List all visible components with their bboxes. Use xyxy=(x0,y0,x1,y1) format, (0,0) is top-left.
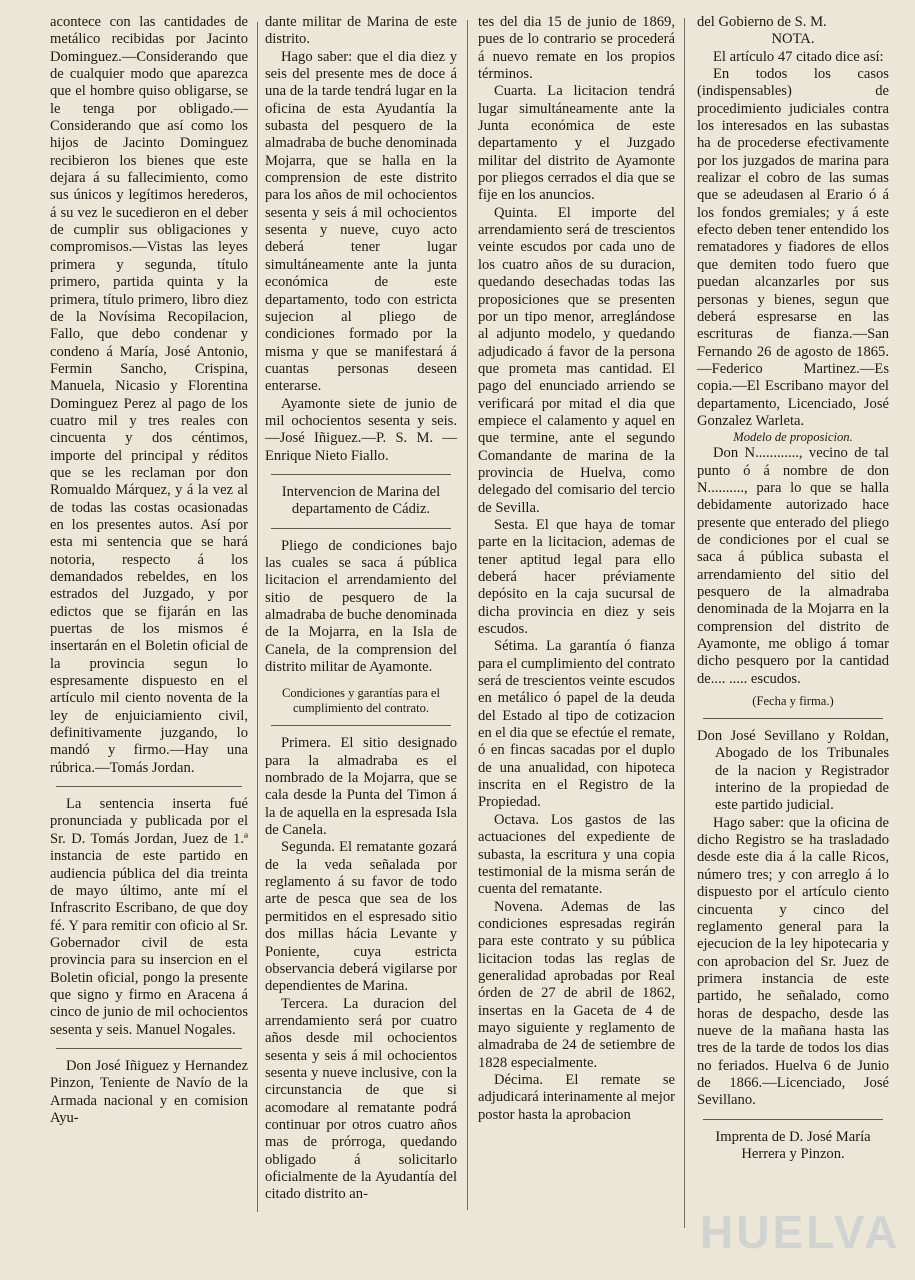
condition-primera: Primera. El sitio designado para la almadraba es el nombrado de la Mojarra, que se cala desde la Punta del Timon á la de aquella en la espresada Isla de Canela. xyxy=(265,735,457,839)
ayudantia-intro-cont: dante militar de Marina de este distrito. xyxy=(265,14,457,48)
section-divider xyxy=(56,786,242,787)
section-divider xyxy=(703,1119,883,1120)
section-heading: Intervencion de Marina del departamento de Cádiz. xyxy=(281,483,441,518)
ayudantia-intro: Don José Iñiguez y Hernandez Pinzon, Teniente de Navío de la Armada nacional y en comision Ayu- xyxy=(50,1057,248,1126)
condition-octava: Octava. Los gastos de las actuaciones del expediente de subasta, la escritura y una copia testimonial de la misma serán de cuenta del rematante. xyxy=(478,811,675,898)
column-rule xyxy=(467,20,468,1210)
condition-cuarta: Cuarta. La licitacion tendrá lugar simultáneamente ante la Junta económica de este departamento y el Juzgado militar del distrito de Ayamonte por pliegos cerrados el dia que se fije en los anuncios. xyxy=(478,83,675,204)
modelo-text: Don N............, vecino de tal punto ó á nombre de don N.........., para lo que se halla debidamente autorizado hace presente que enterado del pliego de condiciones por el cual se saca á pública subasta el arrendamiento del sitio del pesquero de la almadraba denominada de la Mojarra en la comprension del distrito de Ayamonte, me obligo á tomar dicho pesquero por la cantidad de.... ..... escudos. xyxy=(697,445,889,687)
conditions-subheading: Condiciones y garantías para el cumplimiento del contrato. xyxy=(281,686,441,716)
condition-decima-cont: del Gobierno de S. M. xyxy=(697,14,827,30)
condition-tercera: Tercera. La duracion del arrendamiento será por cuatro años desde mil ochocientos sesenta y seis á mil ochocientos sesenta y nueve inclusive, con la circunstancia de que si acomodare al rematante podrá continuar por otros cuatro años mas de prórroga, quedando obligado á solicitarlo oficialmente de la Ayudantía del citado distrito an- xyxy=(265,995,457,1203)
pliego-intro: Pliego de condiciones bajo las cuales se saca á pública licitacion el arrendamiento del sitio de pesquero de la almadraba de buche denominada de la Mojarra, en la Isla de Canela, de la comprension del distrito militar de Ayamonte. xyxy=(265,537,457,676)
column-rule xyxy=(684,18,685,1228)
column-1 xyxy=(50,14,248,1127)
condition-novena: Novena. Ademas de las condiciones espresadas regirán para este contrato y su pública licitacion todas las reglas de generalidad aprobadas por Real órden de 27 de abril de 1862, insertas en la Gaceta de 4 de mayo siguiente y reglamento de almadraba de 24 de setiembre de 1828 especialmente. xyxy=(478,898,675,1071)
condition-setima: Sétima. La garantía ó fianza para el cumplimiento del contrato será de trescientos veinte escudos en metálico ó papel de la deuda del Estado al tipo de cotizacion en el dia que se efectúe el remate, ó en fincas sacadas por el duplo de una anualidad, con hipoteca inscrita en el Registro de la Propiedad. xyxy=(478,638,675,811)
condition-sesta: Sesta. El que haya de tomar parte en la licitacion, ademas de tener aptitud legal para ello deberá hacer préviamente depósito en la caja sucursal de dicha provincia en diez y seis escudos. xyxy=(478,516,675,638)
sentence-text: acontece con las cantidades de metálico recibidas por Jacinto Dominguez.—Considerando que de cualquier modo que aparezca que el hombre quiso obligarse, se le tenga por obligado.—Considerando que así como los hijos de Jacinto Dominguez recibieron los bienes que este dejara á su fallecimiento, como sus únicos y legítimos herederos, á su vez le sucedieron en el deber de cumplir sus obligaciones y compromisos.—Vistas las leyes primera y segunda, título primero, partida quinta y la primera, título primero, libro diez de la Novísima Recopilacion, Fallo, que debo condenar y condeno á María, José Antonio, Fermin Sancho, Crispina, Manuela, Nicasio y Florentina Dominguez Perez al pago de los cuatro mil y tres reales con cincuenta y dos céntimos, importe del principal y réditos que se les reclaman por don Romualdo Márquez, y á la vez al de todas las costas ocasionadas en los presentes autos. Así por esta mi sentencia que se hará notoria, respecto á los demandados rebeldes, en los estrados del Juzgado, y por edictos que se fijarán en las puertas de los mismos é insertarán en el Boletin oficial de la provincia segun lo espresamente dispuesto en el artículo mil ciento noventa de la ley de enjuiciamiento civil, definitivamente juzgando, lo mandó y firmo.—Hay una rúbrica.—Tomás Jordan. xyxy=(50,14,248,776)
section-divider xyxy=(56,1048,242,1049)
signature-block: Ayamonte siete de junio de mil ochocientos sesenta y seis. —José Iñiguez.—P. S. M. —Enrique Nieto Fiallo. xyxy=(265,395,457,464)
section-divider xyxy=(703,718,883,719)
nota-intro: El artículo 47 citado dice así: xyxy=(713,48,884,65)
publication-notice: La sentencia inserta fué pronunciada y publicada por el Sr. D. Tomás Jordan, Juez de 1.ª instancia de este partido en audiencia pública del dia treinta de mayo último, ante mí el Infrascrito Escribano, de que doy fé. Y para remitir con oficio al Sr. Gobernador civil de esta provincia para su insercion en el Boletin oficial, pongo la presente que signo y firmo en Aracena á cinco de junio de mil ochocientos sesenta y seis. Manuel Nogales. xyxy=(50,796,248,1038)
modelo-heading: Modelo de proposicion. xyxy=(733,430,853,445)
section-divider xyxy=(271,725,451,726)
section-divider xyxy=(271,474,451,475)
condition-segunda: Segunda. El rematante gozará de la veda señalada por reglamento á su favor de todo arte de pesca que sea de los permitidos en el espresado sitio dos millas hácia Levante y Poniente, cuya estricta observancia deberá vigilarse por dependientes de Marina. xyxy=(265,839,457,995)
condition-tercera-cont: tes del dia 15 de junio de 1869, pues de lo contrario se procederá á nuevo remate en los propios términos. xyxy=(478,14,675,83)
imprenta-credit: Imprenta de D. José María Herrera y Pinzon. xyxy=(715,1128,871,1162)
column-rule xyxy=(257,22,258,1212)
registrador-notice: Hago saber: que la oficina de dicho Registro se ha trasladado desde este dia á la calle Ricos, número tres; y con arreglo á lo dispuesto por el artículo ciento cincuenta y cinco del reglamento general para la ejecucion de la ley hipotecaria y con aprobacion del Sr. Juez de primera instancia de este partido, he señalado, como horas de despacho, desde las nueve de la mañana hasta las tres de la tarde de todos los dias no feriados. Huelva 6 de Junio de 1866.—Licenciado, José Sevillano. xyxy=(697,814,889,1109)
condition-decima: Décima. El remate se adjudicará interinamente al mejor postor hasta la aprobacion xyxy=(478,1071,675,1123)
section-divider xyxy=(271,528,451,529)
column-4 xyxy=(697,14,889,1163)
registrador-heading: Don José Sevillano y Roldan, Abogado de los Tribunales de la nacion y Registrador interino de la propiedad de este partido judicial. xyxy=(697,728,889,814)
library-watermark: HUELVA xyxy=(700,1206,901,1258)
column-2 xyxy=(265,14,457,1204)
condition-quinta: Quinta. El importe del arrendamiento será de trescientos veinte escudos por cada uno de los cuatro años de su duracion, quedando desechadas todas las proposiciones que se presenten por un tipo menor, arreglándose al adjunto modelo, y quedando adjudicado á favor de la persona que prometa mas cantidad. El pago del enunciado arriendo se verificará por mitad el dia que empiece el calamento y aquel en que termine, ante el segundo Comandante de marina de la provincia de Huelva, como delegado del comisario del tercio de Sevilla. xyxy=(478,204,675,516)
column-3 xyxy=(478,14,675,1124)
nota-heading: NOTA. xyxy=(771,31,815,48)
hago-saber-paragraph: Hago saber: que el dia diez y seis del presente mes de doce á una de la tarde tendrá lugar en la oficina de esta Ayudantía la subasta del pesquero de la almadraba de buche denominada Mojarra, que se halla en la comprension de este distrito para los años de mil ochocientos sesenta y seis á mil ochocientos sesenta y nueve, cuyo acto deberá tener lugar simultáneamente ante la junta económica de este departamento, todo con estricta sujecion al pliego de condiciones formado por la misma y que se manifestará á cuantas personas deseen enterarse. xyxy=(265,48,457,395)
fecha-firma: (Fecha y firma.) xyxy=(752,694,834,709)
nota-text: En todos los casos (indispensables) de procedimiento judiciales contra los interesados en las subastas ha de procederse efectivamente por los juzgados de marina para realizar el cobro de las sumas que se adeudasen al Erario ó á los fondos gremiales; y á este efecto deben tener entendido los rematadores y fiadores de ellos que demiten todo fuero que puedan alcanzarles por sus personas y bienes, segun que deberá espresarse en las escrituras de fianza.—San Fernando 26 de agosto de 1865. —Federico Martinez.—Es copia.—El Escribano mayor del departamento, Licenciado, José Gonzalez Warleta. xyxy=(697,66,889,429)
